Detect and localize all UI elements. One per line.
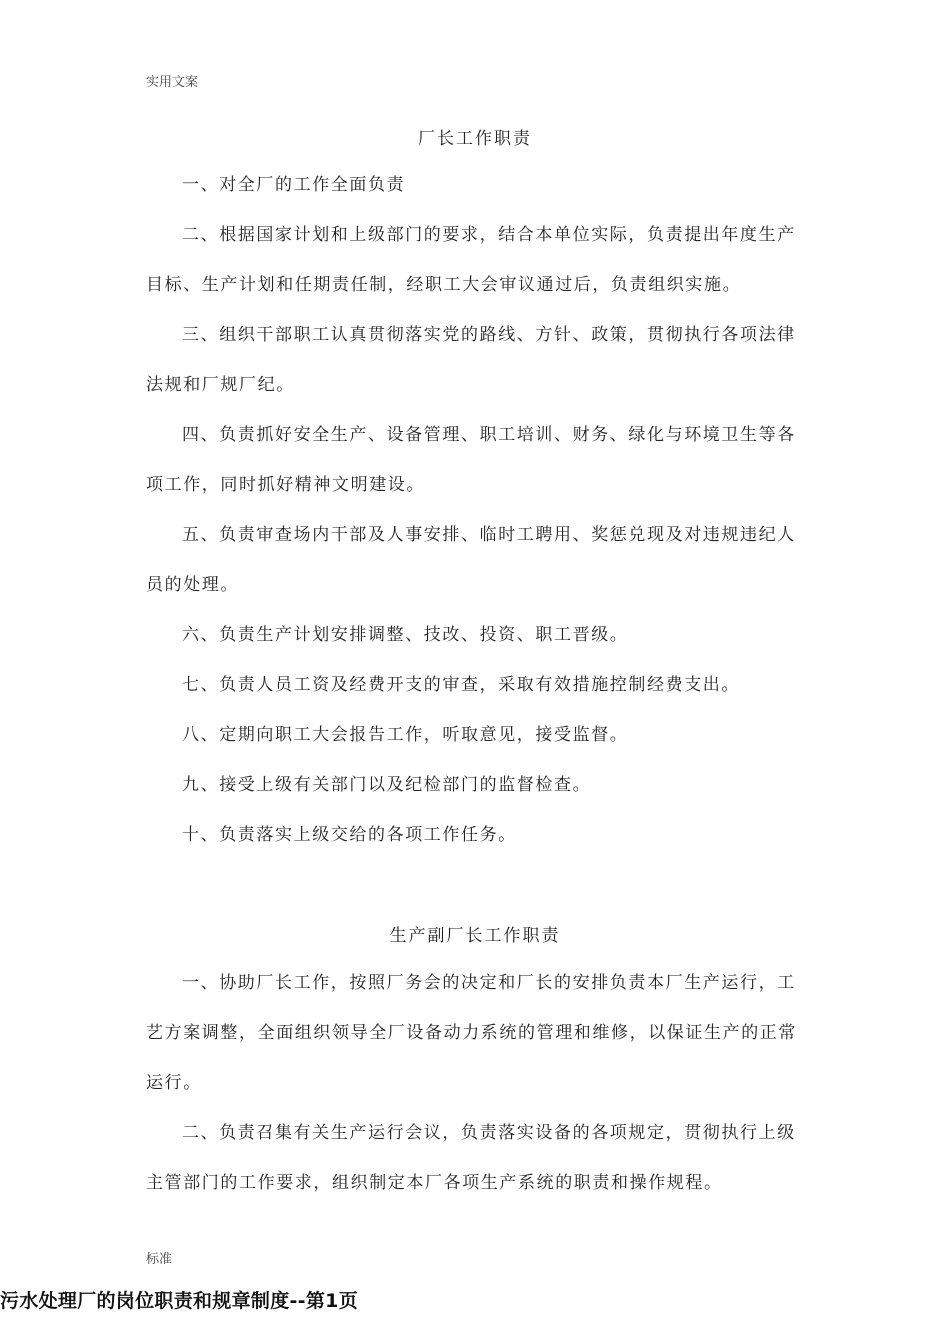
list-item: 四、负责抓好安全生产、设备管理、职工培训、财务、绿化与环境卫生等各项工作，同时抓好精神文明建设。 [146, 425, 796, 495]
list-item: 六、负责生产计划安排调整、技改、投资、职工晋级。 [182, 625, 629, 645]
section-title: 厂长工作职责 [418, 129, 532, 149]
list-item: 二、根据国家计划和上级部门的要求，结合本单位实际，负责提出年度生产目标、生产计划和任期责任制，经职工大会审议通过后，负责组织实施。 [146, 225, 796, 295]
list-item: 九、接受上级有关部门以及纪检部门的监督检查。 [182, 775, 592, 795]
list-item: 一、对全厂的工作全面负责 [182, 175, 406, 195]
list-item: 三、组织干部职工认真贯彻落实党的路线、方针、政策，贯彻执行各项法律法规和厂规厂纪。 [146, 325, 796, 395]
section-title: 生产副厂长工作职责 [389, 926, 561, 946]
list-item: 五、负责审查场内干部及人事安排、临时工聘用、奖惩兑现及对违规违纪人员的处理。 [146, 525, 796, 595]
document-footer: 污水处理厂的岗位职责和规章制度--第1页 [0, 1290, 358, 1312]
list-item: 一、协助厂长工作，按照厂务会的决定和厂长的安排负责本厂生产运行，工艺方案调整，全面组织领导全厂设备动力系统的管理和维修，以保证生产的正常运行。 [146, 973, 797, 1093]
list-item: 二、负责召集有关生产运行会议，负责落实设备的各项规定，贯彻执行上级主管部门的工作要求，组织制定本厂各项生产系统的职责和操作规程。 [146, 1123, 796, 1193]
page-footer-label: 标准 [146, 1252, 173, 1267]
list-item: 八、定期向职工大会报告工作，听取意见，接受监督。 [182, 725, 629, 745]
list-item: 七、负责人员工资及经费开支的审查，采取有效措施控制经费支出。 [182, 675, 740, 695]
page-header: 实用文案 [146, 75, 199, 90]
list-item: 十、负责落实上级交给的各项工作任务。 [182, 825, 517, 845]
